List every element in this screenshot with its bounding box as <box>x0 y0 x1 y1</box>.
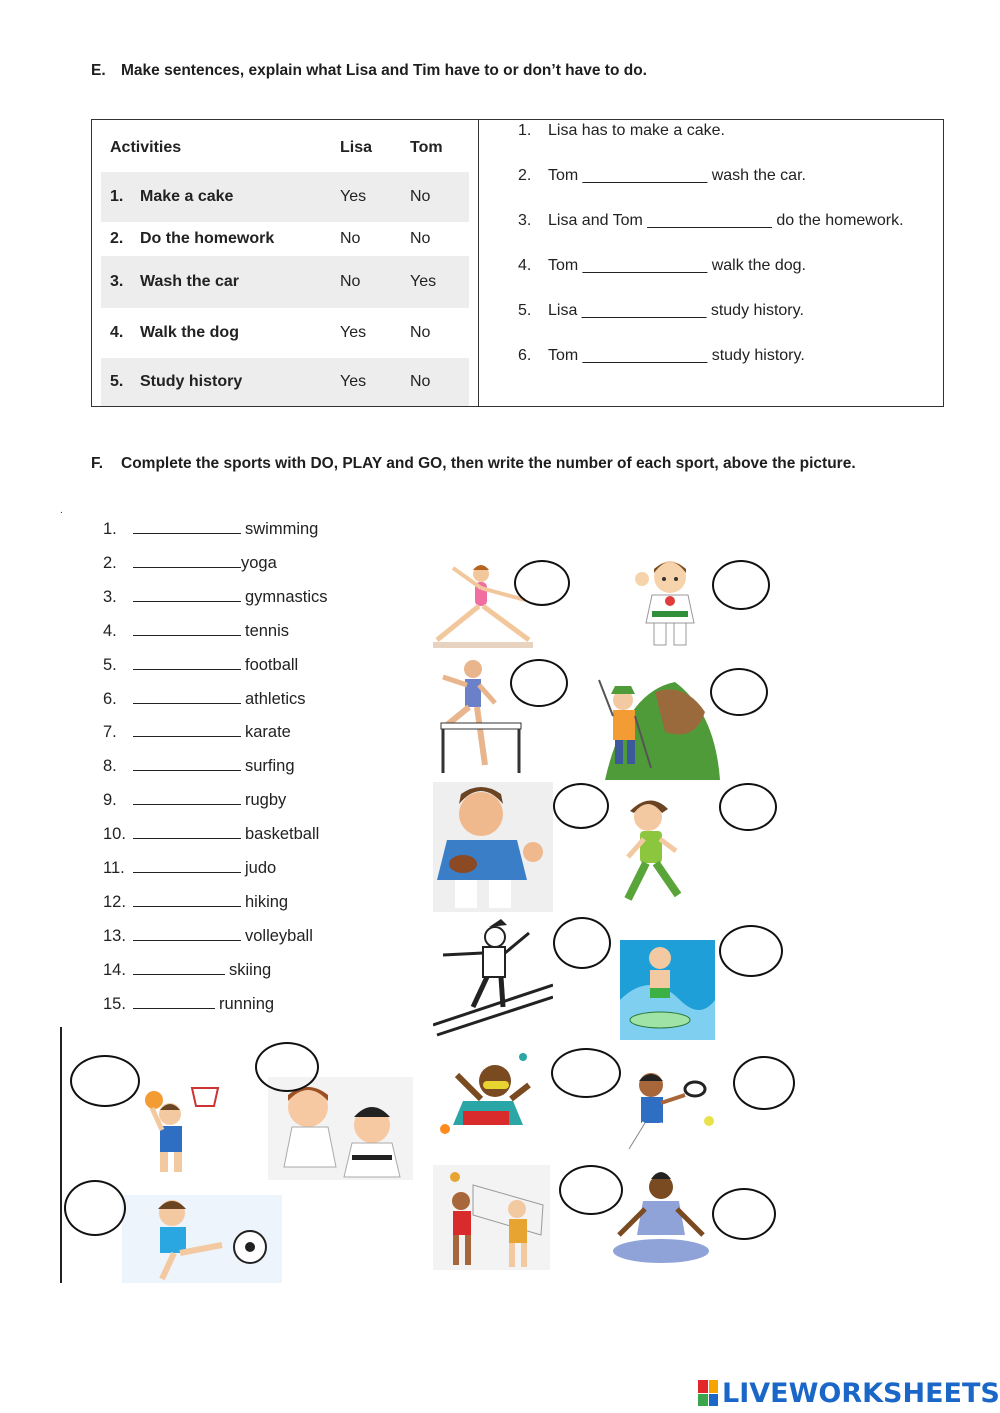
logo-badge <box>698 1380 718 1406</box>
row-number: 3. <box>110 273 124 290</box>
answer-circle[interactable] <box>553 917 611 969</box>
sport-item <box>103 790 286 810</box>
answer-circle[interactable] <box>712 1188 776 1240</box>
answer-circle[interactable] <box>719 783 777 831</box>
table-header-row <box>101 123 469 173</box>
sport-number: 4. <box>103 621 117 640</box>
answer-blank[interactable] <box>133 824 241 839</box>
sentence-text: Tom ______________ wash the car. <box>548 167 806 184</box>
row-number: 4. <box>110 324 124 341</box>
answer-blank[interactable] <box>133 926 241 941</box>
sport-number: 7. <box>103 723 117 742</box>
sport-name: tennis <box>245 621 290 640</box>
rugby-illustration <box>433 782 553 912</box>
answer-circle[interactable] <box>64 1180 126 1236</box>
sentence-text: Lisa ______________ study history. <box>548 302 804 319</box>
sentence-text: Tom ______________ study history. <box>548 347 805 364</box>
judo-illustration <box>268 1077 413 1180</box>
sport-item <box>103 858 276 878</box>
sport-item <box>103 756 295 776</box>
liveworksheets-logo <box>698 1376 1000 1410</box>
row-activity: Walk the dog <box>140 324 239 341</box>
sport-number: 14. <box>103 960 126 979</box>
row-number: 1. <box>110 188 124 205</box>
sport-item <box>103 926 313 946</box>
sentence-number: 3. <box>518 212 532 229</box>
column-divider <box>478 120 479 406</box>
answer-blank[interactable] <box>133 858 241 873</box>
row-tom: No <box>410 373 431 390</box>
sport-number: 8. <box>103 757 117 776</box>
tennis-illustration <box>605 1065 720 1160</box>
answer-blank[interactable] <box>133 587 241 602</box>
sport-number: 2. <box>103 553 117 572</box>
volleyball-illustration <box>433 1165 550 1270</box>
answer-circle[interactable] <box>70 1055 140 1107</box>
answer-circle[interactable] <box>553 783 609 829</box>
karate-illustration <box>630 555 710 650</box>
surfing-illustration <box>620 940 715 1040</box>
sport-name: rugby <box>245 791 287 810</box>
sport-item <box>103 621 289 641</box>
row-number: 2. <box>110 230 124 247</box>
answer-circle[interactable] <box>510 659 568 707</box>
running-illustration <box>610 795 690 910</box>
section-letter: E. <box>91 62 106 79</box>
sentence-text: Lisa and Tom ______________ do the homework. <box>548 212 904 229</box>
sentence-number: 6. <box>518 347 532 364</box>
margin-line <box>60 1027 62 1283</box>
answer-blank[interactable] <box>133 519 241 534</box>
answer-blank[interactable] <box>133 722 241 737</box>
row-lisa: Yes <box>340 188 367 205</box>
table-row <box>101 172 469 222</box>
row-tom: Yes <box>410 273 437 290</box>
hiking-illustration <box>585 672 720 780</box>
sport-name: running <box>219 994 275 1013</box>
swimming-illustration <box>433 1045 533 1145</box>
sport-name: karate <box>245 723 291 742</box>
answer-blank[interactable] <box>133 553 241 568</box>
sport-number: 11. <box>103 859 125 877</box>
logo-square <box>709 1380 719 1393</box>
row-lisa: Yes <box>340 373 367 390</box>
table-row <box>101 358 469 406</box>
sport-number: 1. <box>103 520 117 538</box>
sport-number: 5. <box>103 655 117 674</box>
header-lisa: Lisa <box>340 139 373 156</box>
sport-item <box>103 994 274 1014</box>
sentence-number: 4. <box>518 257 532 274</box>
sport-name: skiing <box>229 960 272 979</box>
answer-circle[interactable] <box>255 1042 319 1092</box>
sport-name: gymnastics <box>245 587 328 606</box>
section-instruction: Complete the sports with DO, PLAY and GO, then write the number of each sport, above the picture. <box>121 455 856 472</box>
sport-item <box>103 689 306 709</box>
sport-item <box>103 655 298 675</box>
stray-dot: . <box>60 505 63 516</box>
row-activity: Make a cake <box>140 188 234 205</box>
section-instruction: Make sentences, explain what Lisa and Tim have to or don’t have to do. <box>121 62 647 79</box>
logo-square <box>698 1380 708 1393</box>
answer-blank[interactable] <box>133 689 241 704</box>
answer-circle[interactable] <box>559 1165 623 1215</box>
sentence-text: Lisa has to make a cake. <box>548 122 725 139</box>
sport-name: basketball <box>245 825 320 844</box>
section-letter: F. <box>91 455 104 472</box>
table-row <box>101 222 469 256</box>
answer-circle[interactable] <box>551 1048 621 1098</box>
table-row <box>101 256 469 308</box>
sentence-number: 2. <box>518 167 532 184</box>
row-activity: Do the homework <box>140 230 275 247</box>
header-activities: Activities <box>110 139 182 156</box>
basketball-illustration <box>130 1080 230 1175</box>
logo-square <box>709 1394 719 1407</box>
sport-number: 15. <box>103 994 126 1013</box>
sport-number: 12. <box>103 892 126 911</box>
sentence-text: Tom ______________ walk the dog. <box>548 257 806 274</box>
row-activity: Wash the car <box>140 273 239 290</box>
row-lisa: No <box>340 230 361 247</box>
sport-number: 9. <box>103 791 117 810</box>
sport-name: athletics <box>245 689 306 708</box>
row-tom: No <box>410 188 431 205</box>
answer-circle[interactable] <box>712 560 770 610</box>
sport-item <box>103 960 271 980</box>
row-tom: No <box>410 230 431 247</box>
sport-item <box>103 519 318 539</box>
sport-item <box>103 892 288 912</box>
answer-blank[interactable] <box>133 960 225 975</box>
sport-number: 6. <box>103 689 117 708</box>
answer-blank[interactable] <box>133 655 241 670</box>
answer-blank[interactable] <box>133 994 215 1009</box>
row-tom: No <box>410 324 431 341</box>
answer-circle[interactable] <box>514 560 570 606</box>
sport-number: 13. <box>103 926 126 945</box>
answer-circle[interactable] <box>719 925 783 977</box>
sport-name: football <box>245 655 299 674</box>
answer-blank[interactable] <box>133 892 241 907</box>
answer-blank[interactable] <box>133 756 241 771</box>
sport-name: judo <box>245 859 277 877</box>
row-lisa: Yes <box>340 324 367 341</box>
sport-item <box>103 587 328 607</box>
sport-name: hiking <box>245 892 289 911</box>
table-row <box>101 308 469 358</box>
answer-circle[interactable] <box>710 668 768 716</box>
row-activity: Study history <box>140 373 243 390</box>
header-tom: Tom <box>410 139 443 156</box>
sport-number: 10. <box>103 825 126 844</box>
sport-name: swimming <box>245 520 319 538</box>
row-number: 5. <box>110 373 124 390</box>
sport-item <box>103 824 319 844</box>
sport-item <box>103 553 277 573</box>
sport-number: 3. <box>103 587 117 606</box>
section-e-heading <box>91 62 647 80</box>
answer-blank[interactable] <box>133 621 241 636</box>
answer-blank[interactable] <box>133 790 241 805</box>
sentence-number: 1. <box>518 122 532 139</box>
logo-square <box>698 1394 708 1407</box>
sport-name: surfing <box>245 757 295 776</box>
football-illustration <box>122 1195 282 1283</box>
answer-circle[interactable] <box>733 1056 795 1110</box>
sport-item <box>103 722 291 742</box>
skiing-illustration <box>433 915 553 1040</box>
sport-name: yoga <box>241 553 277 572</box>
sentence-number: 5. <box>518 302 532 319</box>
section-e-box <box>91 119 944 407</box>
logo-text: LIVEWORKSHEETS <box>722 1377 1000 1409</box>
sport-name: volleyball <box>245 926 313 945</box>
row-lisa: No <box>340 273 361 290</box>
section-f-heading <box>91 455 856 473</box>
